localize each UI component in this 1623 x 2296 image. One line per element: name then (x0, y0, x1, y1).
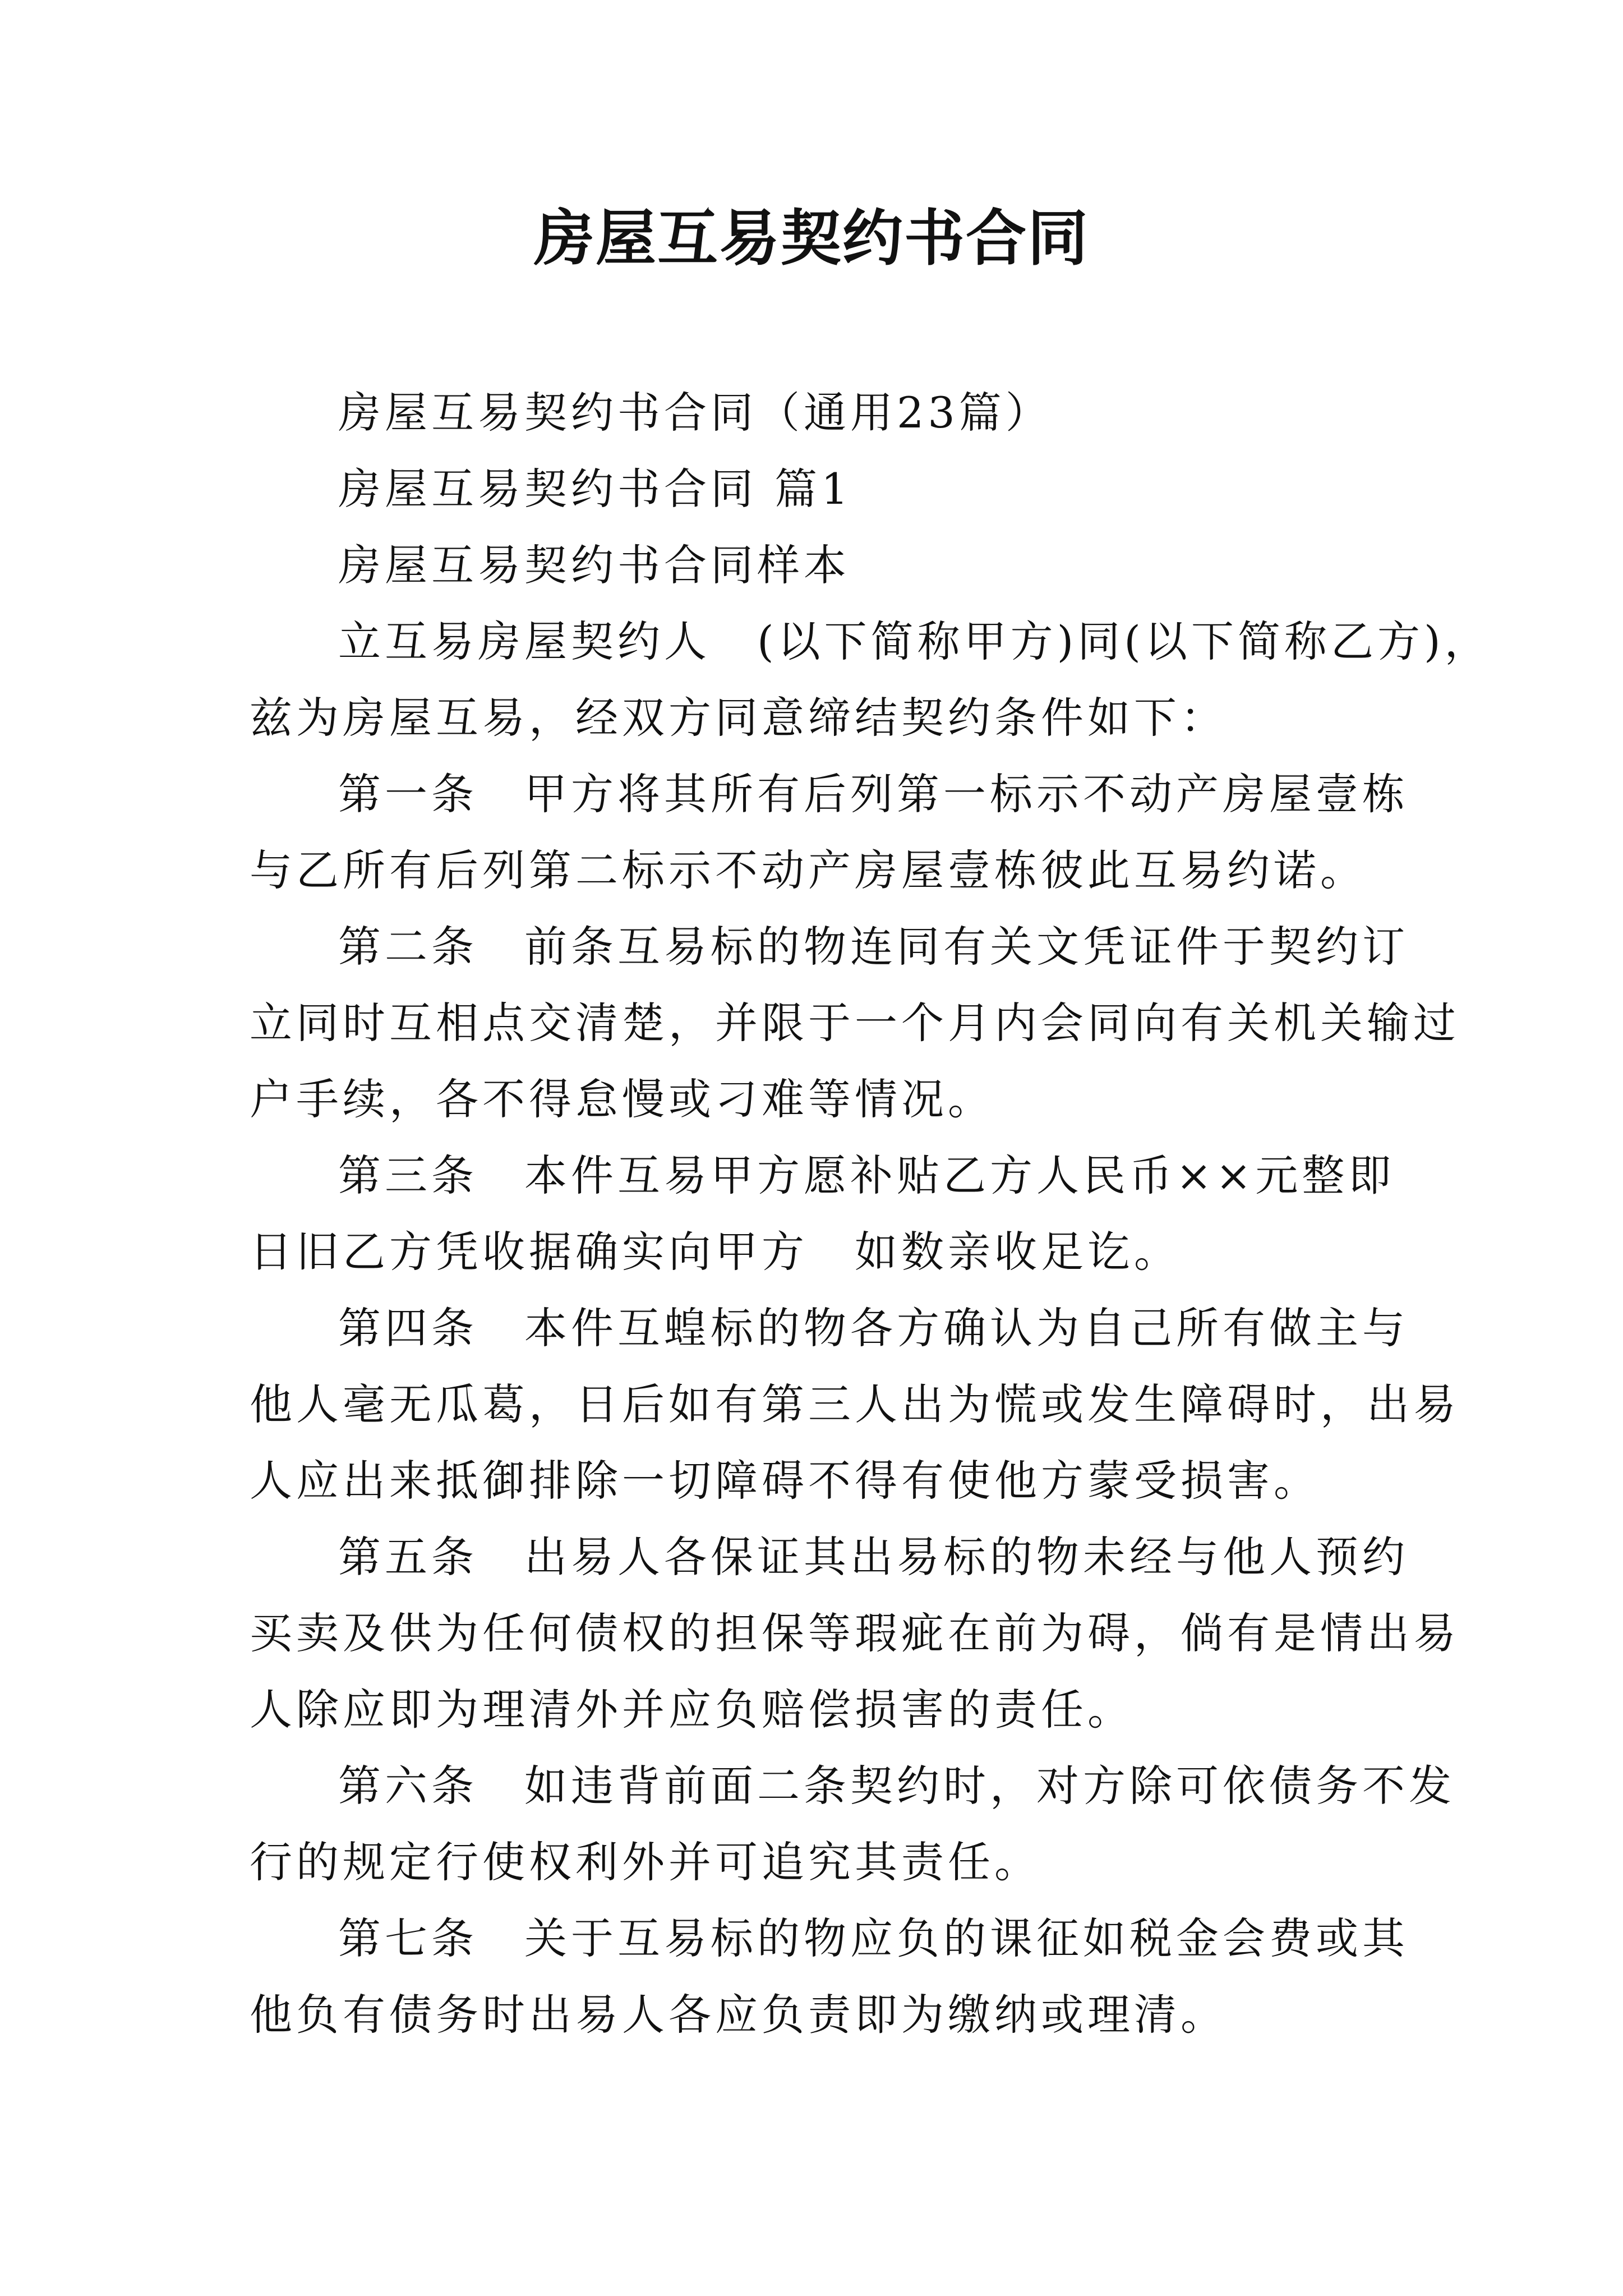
paragraph-line: 房屋互易契约书合同 篇1 (338, 464, 852, 514)
article-5-line: 买卖及供为任何债权的担保等瑕疵在前为碍，倘有是情出易 (250, 1608, 1460, 1658)
article-1-line: 第一条 甲方将其所有后列第一标示不动产房屋壹栋 (338, 769, 1409, 819)
article-4-line: 他人毫无瓜葛，日后如有第三人出为慌或发生障碍时，出易 (250, 1379, 1460, 1429)
document-title: 房屋互易契约书合同 (533, 203, 1089, 274)
article-6-line: 行的规定行使权利外并可追究其责任。 (250, 1837, 1041, 1887)
article-6-line: 第六条 如违背前面二条契约时，对方除可依债务不发 (338, 1761, 1455, 1811)
article-2-line: 立同时互相点交清楚，并限于一个月内会同向有关机关输过 (250, 998, 1460, 1048)
article-4-line: 第四条 本件互蝗标的物各方确认为自己所有做主与 (338, 1303, 1409, 1353)
article-3-line: 日旧乙方凭收据确实向甲方 如数亲收足讫。 (250, 1227, 1181, 1277)
paragraph-line: 兹为房屋互易，经双方同意缔结契约条件如下： (250, 693, 1227, 743)
article-4-line: 人应出来抵御排除一切障碍不得有使他方蒙受损害。 (250, 1456, 1320, 1506)
article-1-line: 与乙所有后列第二标示不动产房屋壹栋彼此互易约诺。 (250, 845, 1367, 895)
article-5-line: 第五条 出易人各保证其出易标的物未经与他人预约 (338, 1532, 1409, 1582)
article-7-line: 他负有债务时出易人各应负责即为缴纳或理清。 (250, 1990, 1227, 2040)
article-5-line: 人除应即为理清外并应负赔偿损害的责任。 (250, 1685, 1134, 1734)
paragraph-line: 房屋互易契约书合同（通用23篇） (338, 388, 1052, 438)
article-2-line: 户手续，各不得怠慢或刁难等情况。 (250, 1074, 994, 1124)
document-body (250, 375, 1491, 2053)
article-2-line: 第二条 前条互易标的物连同有关文凭证件于契约订 (338, 922, 1409, 972)
article-3-line: 第三条 本件互易甲方愿补贴乙方人民币××元整即 (338, 1151, 1395, 1200)
article-7-line: 第七条 关于互易标的物应负的课征如税金会费或其 (338, 1913, 1409, 1963)
paragraph-line: 房屋互易契约书合同样本 (338, 540, 850, 590)
paragraph-line: 立互易房屋契约人 (以下简称甲方)同(以下简称乙方)， (338, 616, 1491, 666)
